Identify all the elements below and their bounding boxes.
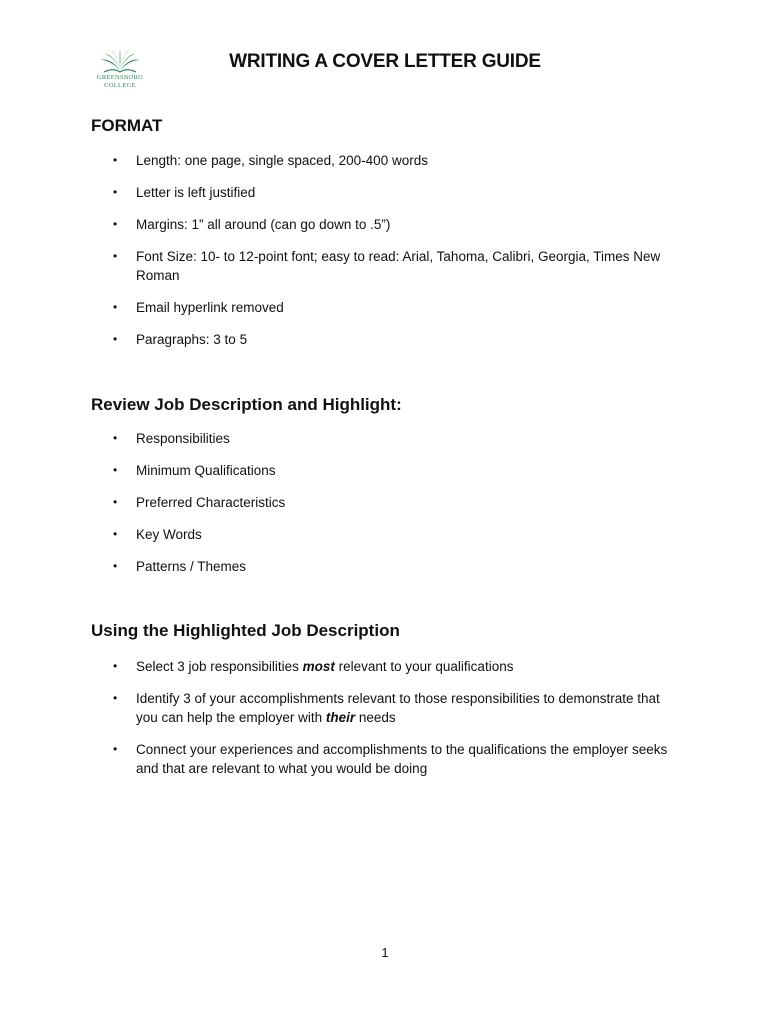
format-list — [0, 151, 770, 362]
list-item: • Minimum Qualifications — [0, 461, 770, 480]
format-heading: FORMAT — [91, 116, 163, 135]
review-heading: Review Job Description and Highlight: — [91, 395, 402, 414]
list-item — [0, 689, 770, 727]
list-item: • Letter is left justified — [0, 183, 770, 202]
logo-text-line2: COLLEGE — [104, 82, 136, 89]
list-item: • Length: one page, single spaced, 200-400 words — [0, 151, 770, 170]
list-item: • Responsibilities — [0, 429, 770, 448]
list-item — [0, 657, 770, 676]
list-item: • Font Size: 10- to 12-point font; easy to read: Arial, Tahoma, Calibri, Georgia, Times New Roman — [0, 247, 770, 285]
page-number: 1 — [381, 945, 389, 960]
item-text-after: relevant to your qualifications — [334, 659, 514, 674]
document-title: WRITING A COVER LETTER GUIDE — [229, 51, 541, 72]
using-list — [0, 657, 770, 791]
list-item: • Paragraphs: 3 to 5 — [0, 330, 770, 349]
item-text-after: needs — [355, 710, 396, 725]
using-heading: Using the Highlighted Job Description — [91, 621, 400, 640]
list-item: • Connect your experiences and accomplishments to the qualifications the employer seeks and that are relevant to what you would be doing — [0, 740, 770, 778]
list-item: • Email hyperlink removed — [0, 298, 770, 317]
logo-text-line1: GREENSBORO — [96, 74, 144, 81]
review-list — [0, 429, 770, 589]
emphasis-most: most — [302, 659, 335, 674]
list-item: • Patterns / Themes — [0, 557, 770, 576]
emphasis-their: their — [325, 710, 356, 725]
item-text-before: Identify 3 of your accomplishments relevant to those responsibilities to demonstrate that you can help the employer with — [136, 691, 660, 725]
list-item: • Margins: 1” all around (can go down to .5”) — [0, 215, 770, 234]
list-item: • Preferred Characteristics — [0, 493, 770, 512]
item-text-before: Select 3 job responsibilities — [136, 659, 303, 674]
list-item: • Key Words — [0, 525, 770, 544]
